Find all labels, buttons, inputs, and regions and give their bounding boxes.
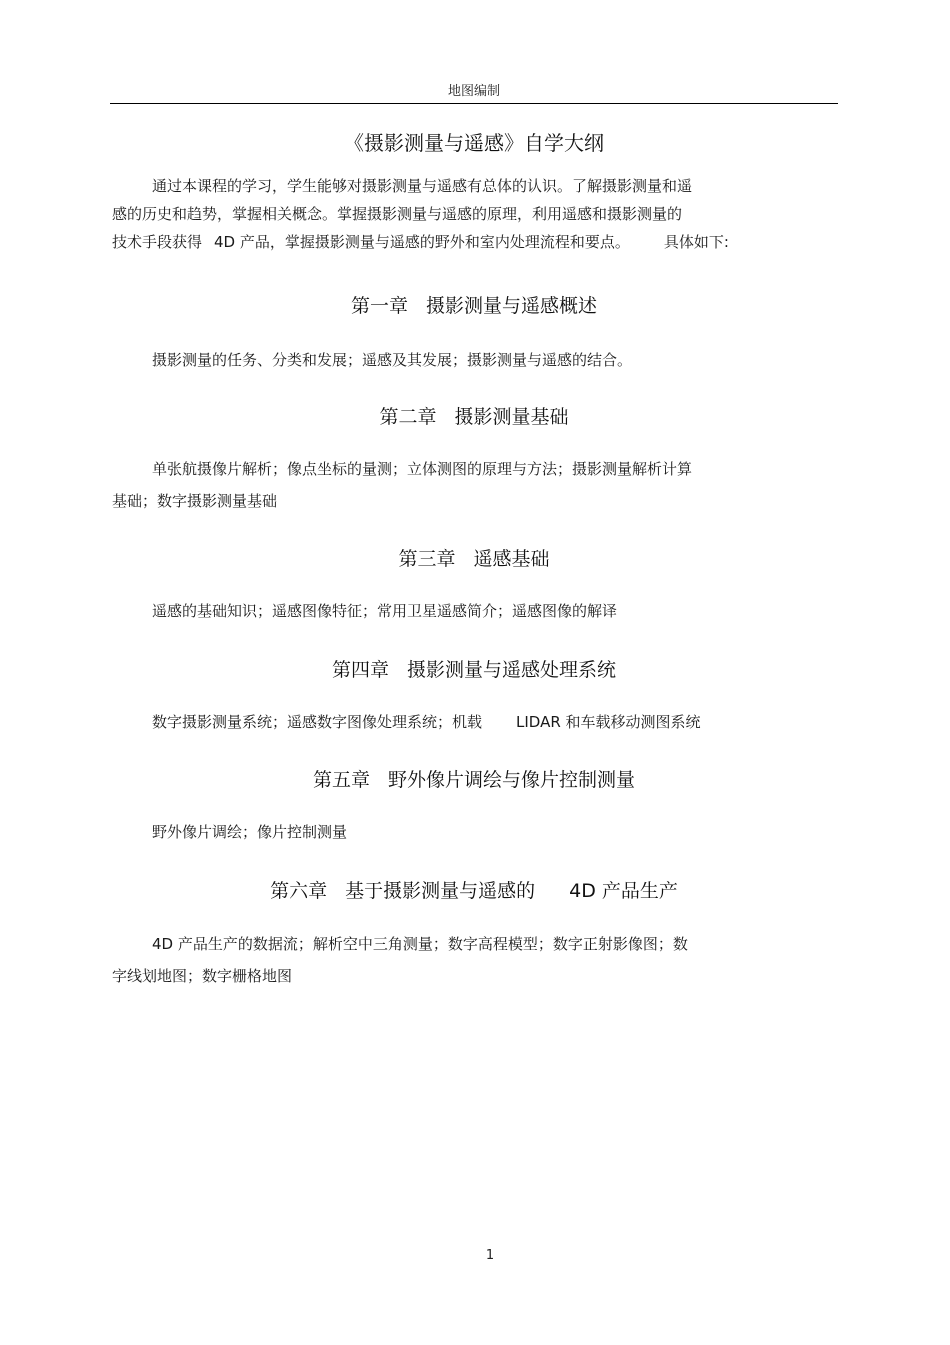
chapter-3-number: 第三章	[398, 548, 456, 570]
chapter-5-body-line-1: 野外像片调绘；像片控制测量	[152, 823, 348, 841]
page-number: 1	[485, 1248, 495, 1263]
chapter-5-title: 野外像片调绘与像片控制测量	[388, 769, 636, 791]
chapter-2-body-line-2: 基础；数字摄影测量基础	[112, 492, 278, 510]
intro-line-3	[112, 228, 840, 256]
chapter-4-body-part-b: LIDAR 和车载移动测图系统	[516, 713, 701, 731]
chapter-5-body	[112, 816, 840, 848]
chapter-2-heading	[110, 402, 838, 429]
chapter-2-title: 摄影测量基础	[454, 406, 569, 428]
chapter-4-title: 摄影测量与遥感处理系统	[407, 659, 617, 681]
running-header: 地图编制	[447, 84, 500, 99]
chapter-3-body	[112, 595, 840, 627]
intro-paragraph	[112, 172, 840, 256]
chapter-6-title-part-b: 4D 产品生产	[569, 880, 678, 902]
chapter-1-body	[112, 344, 840, 376]
document-title: 《摄影测量与遥感》自学大纲	[344, 131, 604, 155]
chapter-3-body-line-1: 遥感的基础知识；遥感图像特征；常用卫星遥感简介；遥感图像的解译	[152, 602, 618, 620]
chapter-6-title-part-a: 基于摄影测量与遥感的	[345, 880, 536, 902]
chapter-6-heading	[110, 876, 838, 903]
chapter-6-number: 第六章	[270, 880, 328, 902]
chapter-1-heading	[110, 291, 838, 318]
chapter-1-body-line-1: 摄影测量的任务、分类和发展；遥感及其发展；摄影测量与遥感的结合。	[152, 351, 633, 369]
chapter-1-number: 第一章	[350, 295, 408, 317]
chapter-6-body-line-1: 4D 产品生产的数据流；解析空中三角测量；数字高程模型；数字正射影像图；数	[152, 935, 688, 953]
chapter-2-body	[112, 453, 840, 517]
chapter-4-heading	[110, 655, 838, 682]
intro-line-1: 通过本课程的学习，学生能够对摄影测量与遥感有总体的认识。了解摄影测量和遥	[152, 177, 693, 195]
chapter-2-body-line-1: 单张航摄像片解析；像点坐标的量测；立体测图的原理与方法；摄影测量解析计算	[152, 460, 693, 478]
chapter-4-body	[112, 706, 840, 738]
chapter-5-number: 第五章	[312, 769, 370, 791]
chapter-2-number: 第二章	[379, 406, 437, 428]
intro-line-3-part-b: 4D 产品，掌握摄影测量与遥感的野外和室内处理流程和要点。	[214, 233, 630, 251]
header-divider	[110, 103, 838, 104]
chapter-4-body-part-a: 数字摄影测量系统；遥感数字图像处理系统；机载	[152, 713, 483, 731]
chapter-3-title: 遥感基础	[473, 548, 550, 570]
chapter-6-body-line-2: 字线划地图；数字栅格地图	[112, 967, 293, 985]
chapter-5-heading	[110, 765, 838, 792]
intro-line-2: 感的历史和趋势，掌握相关概念。掌握摄影测量与遥感的原理，利用遥感和摄影测量的	[112, 205, 683, 223]
chapter-3-heading	[110, 544, 838, 571]
intro-line-3-part-c: 具体如下:	[663, 233, 729, 251]
chapter-4-number: 第四章	[331, 659, 389, 681]
chapter-1-title: 摄影测量与遥感概述	[426, 295, 598, 317]
chapter-6-body	[112, 928, 840, 992]
intro-line-3-part-a: 技术手段获得	[112, 233, 203, 251]
chapter-4-body-line-1	[112, 706, 840, 738]
